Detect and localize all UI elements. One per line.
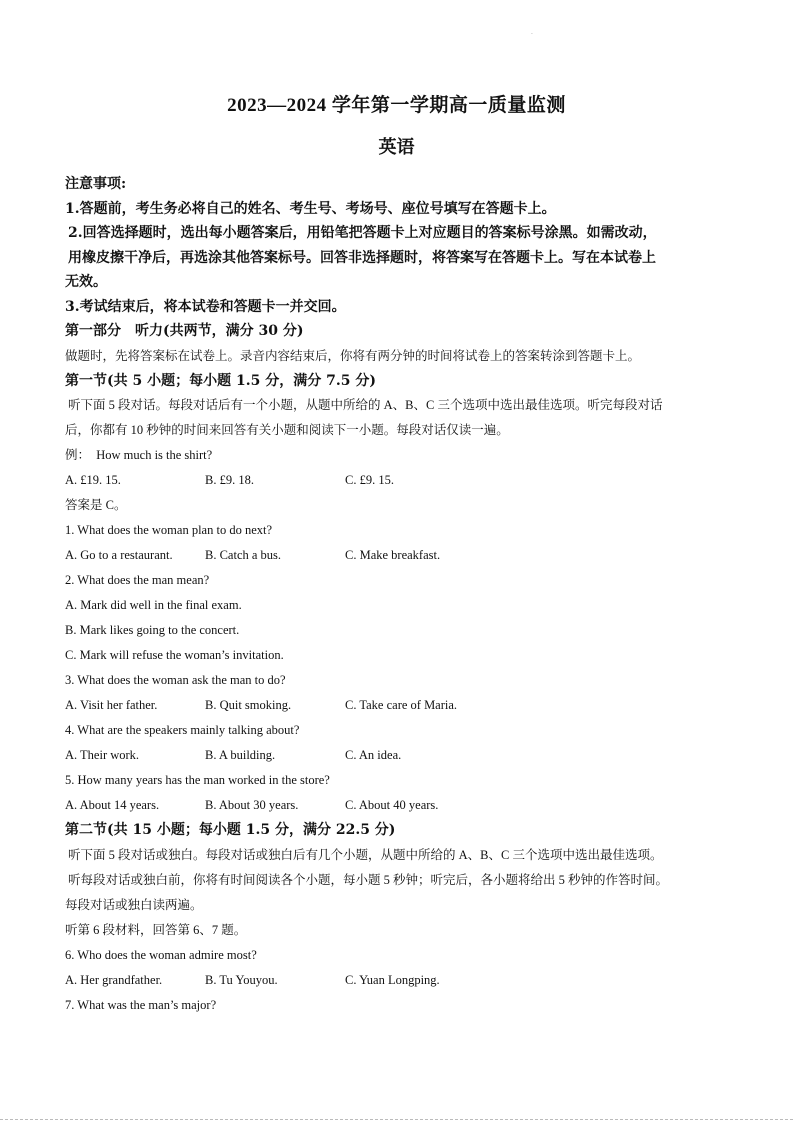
subject-title: 英语 bbox=[378, 137, 415, 158]
section1-instruction-line-1: 听下面 5 段对话。每段对话后有一个小题，从题中所给的 A、B、C 三个选项中选出最佳选项。听完每段对话 bbox=[68, 398, 663, 412]
question-5-options bbox=[65, 793, 737, 818]
notice-item-3: 3.考试结束后，将本试卷和答题卡一并交回。 bbox=[65, 298, 346, 315]
option-c: C. An idea. bbox=[345, 748, 402, 762]
section1-heading: 第一节(共 5 小题；每小题 1.5 分，满分 7.5 分) bbox=[65, 372, 376, 389]
question-4-options bbox=[65, 743, 737, 768]
question-5: 5. How many years has the man worked in the store? bbox=[65, 773, 330, 787]
question-3-options bbox=[65, 693, 737, 718]
material-6-heading: 听第 6 段材料，回答第 6、7 题。 bbox=[65, 922, 247, 937]
question-7: 7. What was the man’s major? bbox=[65, 997, 217, 1012]
notice-heading: 注意事项: bbox=[65, 176, 127, 192]
option-a: A. Visit her father. bbox=[65, 698, 158, 712]
option-a: A. Her grandfather. bbox=[65, 972, 163, 987]
option-a: A. About 14 years. bbox=[65, 798, 160, 812]
question-3: 3. What does the woman ask the man to do? bbox=[65, 673, 286, 687]
corner-mark: · bbox=[531, 31, 533, 38]
question-2: 2. What does the man mean? bbox=[65, 573, 210, 587]
option-a: A. £19. 15. bbox=[65, 473, 121, 487]
notice-item-2-line-1: 2.回答选择题时，选出每小题答案后，用铅笔把答题卡上对应题目的答案标号涂黑。如需改动， bbox=[68, 225, 657, 241]
option-b: B. A building. bbox=[205, 748, 276, 762]
section2-instruction-line-1: 听下面 5 段对话或独白。每段对话或独白后有几个小题，从题中所给的 A、B、C 三个选项中选出最佳选项。 bbox=[68, 847, 663, 862]
question-2-option-c: C. Mark will refuse the woman’s invitation. bbox=[65, 648, 284, 662]
section2-instruction-line-2: 听每段对话或独白前，你将有时间阅读各个小题，每小题 5 秒钟；听完后，各小题将给出 5 秒钟的作答时间。 bbox=[68, 872, 669, 887]
section1-instruction-line-2: 后，你都有 10 秒钟的时间来回答有关小题和阅读下一小题。每段对话仅读一遍。 bbox=[65, 423, 509, 437]
part1-heading: 第一部分 听力(共两节，满分 30 分) bbox=[65, 323, 304, 339]
example-options bbox=[65, 468, 737, 493]
option-c: C. About 40 years. bbox=[345, 798, 439, 812]
section2-heading: 第二节(共 15 小题；每小题 1.5 分，满分 22.5 分) bbox=[65, 822, 396, 838]
question-1-options bbox=[65, 543, 737, 568]
part1-instruction: 做题时，先将答案标在试卷上。录音内容结束后，你将有两分钟的时间将试卷上的答案转涂到答题卡上。 bbox=[65, 348, 641, 363]
section2-instruction-line-3: 每段对话或独白读两遍。 bbox=[65, 897, 203, 912]
question-6-options bbox=[65, 968, 737, 993]
option-b: B. £9. 18. bbox=[205, 473, 254, 487]
question-2-option-a: A. Mark did well in the final exam. bbox=[65, 598, 242, 612]
question-6: 6. Who does the woman admire most? bbox=[65, 947, 257, 962]
example-question: 例： How much is the shirt? bbox=[65, 448, 213, 462]
option-a: A. Their work. bbox=[65, 748, 140, 762]
notice-item-2-line-3: 无效。 bbox=[65, 274, 107, 290]
option-c: C. Yuan Longping. bbox=[345, 972, 440, 987]
option-a: A. Go to a restaurant. bbox=[65, 548, 173, 562]
question-4: 4. What are the speakers mainly talking about? bbox=[65, 723, 300, 737]
option-b: B. About 30 years. bbox=[205, 798, 299, 812]
option-c: C. Take care of Maria. bbox=[345, 698, 458, 712]
question-2-option-b: B. Mark likes going to the concert. bbox=[65, 623, 240, 637]
option-b: B. Tu Youyou. bbox=[205, 972, 278, 987]
page-bottom-divider bbox=[0, 1119, 793, 1120]
notice-item-1: 1.答题前，考生务必将自己的姓名、考生号、考场号、座位号填写在答题卡上。 bbox=[65, 200, 556, 217]
option-c: C. £9. 15. bbox=[345, 473, 394, 487]
option-b: B. Quit smoking. bbox=[205, 698, 292, 712]
exam-content bbox=[65, 172, 737, 1018]
question-1: 1. What does the woman plan to do next? bbox=[65, 523, 273, 537]
exam-title: 2023—2024 学年第一学期高一质量监测 bbox=[227, 95, 566, 116]
option-b: B. Catch a bus. bbox=[205, 548, 282, 562]
notice-item-2-line-2: 用橡皮擦干净后，再选涂其他答案标号。回答非选择题时，将答案写在答题卡上。写在本试卷上 bbox=[68, 249, 656, 266]
option-c: C. Make breakfast. bbox=[345, 548, 441, 562]
example-answer: 答案是 C。 bbox=[65, 498, 127, 512]
